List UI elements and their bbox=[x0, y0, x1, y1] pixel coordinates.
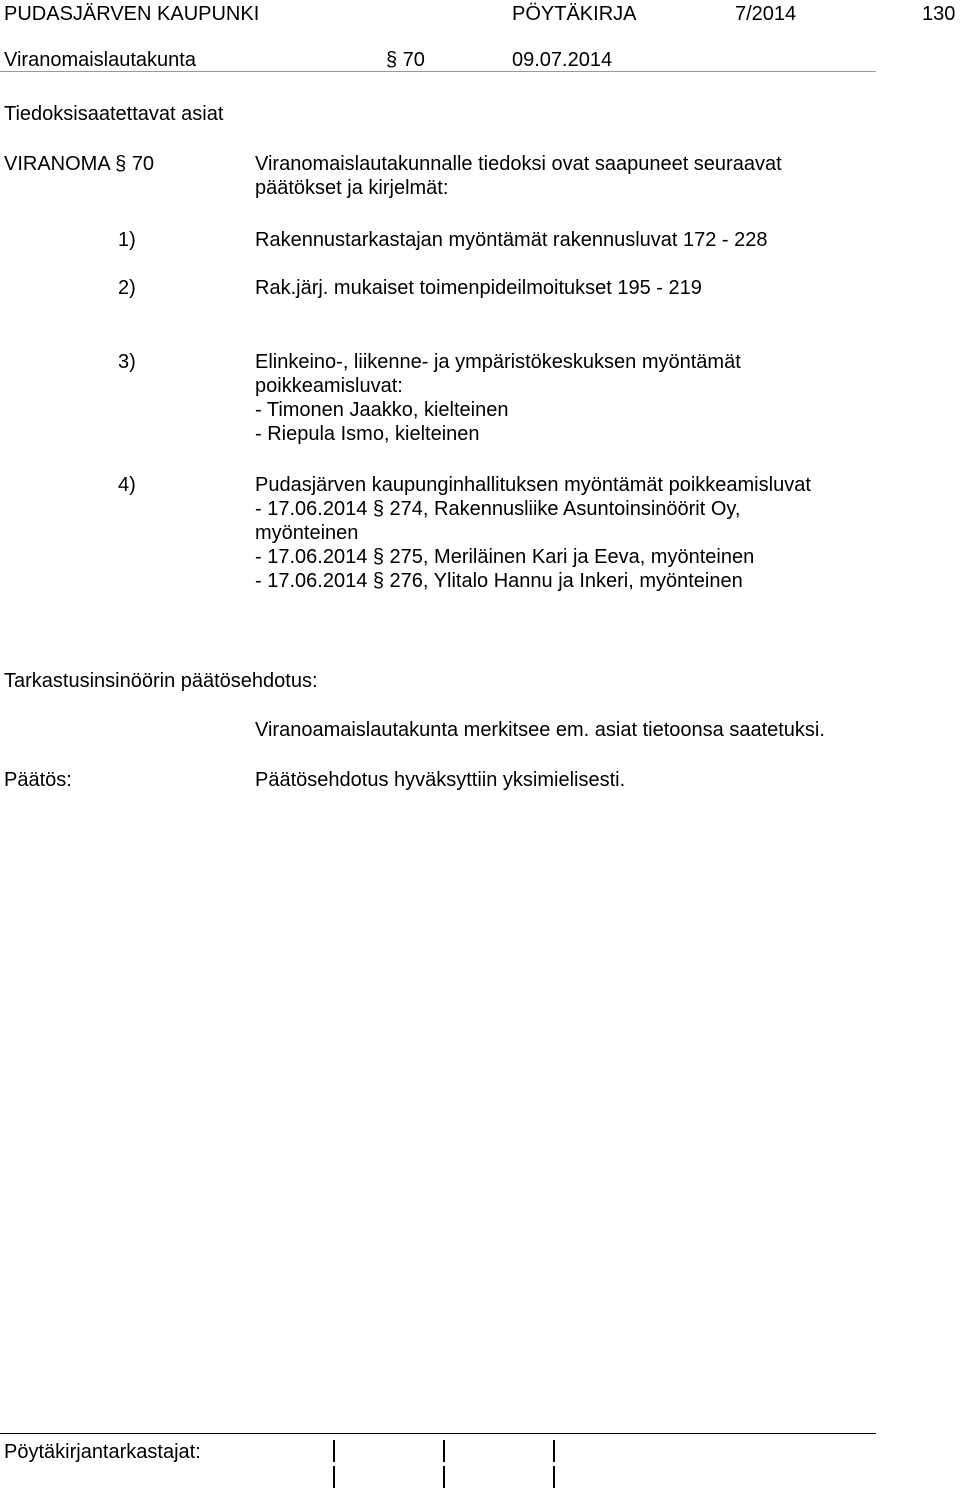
page-title: Tiedoksisaatettavat asiat bbox=[4, 103, 224, 125]
signature-field-divider bbox=[333, 1466, 335, 1488]
item-line: myönteinen bbox=[255, 522, 359, 544]
item-line: - Timonen Jaakko, kielteinen bbox=[255, 399, 509, 421]
item-text bbox=[255, 350, 741, 446]
header-divider bbox=[0, 71, 876, 72]
proposal-text: Viranoamaislautakunta merkitsee em. asiat tietoonsa saatetuksi. bbox=[255, 719, 825, 741]
case-reference: VIRANOMA § 70 bbox=[4, 153, 155, 175]
issue-number: 7/2014 bbox=[735, 3, 797, 25]
decision-label: Päätös: bbox=[4, 769, 72, 791]
signature-field-divider bbox=[443, 1466, 445, 1488]
meeting-date: 09.07.2014 bbox=[512, 49, 613, 71]
item-number: 2) bbox=[118, 277, 136, 299]
item-line: - Riepula Ismo, kielteinen bbox=[255, 423, 480, 445]
item-text bbox=[255, 473, 811, 593]
item-line: - 17.06.2014 § 274, Rakennusliike Asuntoinsinöörit Oy, bbox=[255, 498, 741, 520]
proposal-label: Tarkastusinsinöörin päätösehdotus: bbox=[4, 670, 318, 692]
signature-field-divider bbox=[333, 1440, 335, 1462]
signature-field-divider bbox=[553, 1440, 555, 1462]
case-intro bbox=[255, 152, 782, 200]
footer-divider bbox=[0, 1433, 876, 1434]
item-line: Pudasjärven kaupunginhallituksen myöntämät poikkeamisluvat bbox=[255, 474, 811, 496]
item-line: - 17.06.2014 § 276, Ylitalo Hannu ja Inkeri, myönteinen bbox=[255, 570, 743, 592]
intro-line: päätökset ja kirjelmät: bbox=[255, 177, 449, 199]
reviewers-label: Pöytäkirjantarkastajat: bbox=[4, 1441, 201, 1463]
signature-field-divider bbox=[443, 1440, 445, 1462]
item-number: 1) bbox=[118, 229, 136, 251]
document-type: PÖYTÄKIRJA bbox=[512, 3, 637, 25]
item-number: 4) bbox=[118, 474, 136, 496]
page-number: 130 bbox=[922, 3, 956, 25]
item-text bbox=[255, 276, 702, 300]
item-line: - 17.06.2014 § 275, Meriläinen Kari ja Eeva, myönteinen bbox=[255, 546, 755, 568]
section-reference: § 70 bbox=[386, 49, 425, 71]
item-line: Rak.järj. mukaiset toimenpideilmoitukset 195 - 219 bbox=[255, 277, 702, 299]
item-line: Elinkeino-, liikenne- ja ympäristökeskuksen myöntämät bbox=[255, 351, 741, 373]
item-line: Rakennustarkastajan myöntämät rakennusluvat 172 - 228 bbox=[255, 229, 768, 251]
item-text bbox=[255, 228, 768, 252]
item-number: 3) bbox=[118, 351, 136, 373]
intro-line: Viranomaislautakunnalle tiedoksi ovat saapuneet seuraavat bbox=[255, 153, 782, 175]
board-name: Viranomaislautakunta bbox=[4, 49, 196, 71]
organization-name: PUDASJÄRVEN KAUPUNKI bbox=[4, 3, 260, 25]
decision-text: Päätösehdotus hyväksyttiin yksimielisesti. bbox=[255, 769, 626, 791]
signature-field-divider bbox=[553, 1466, 555, 1488]
item-line: poikkeamisluvat: bbox=[255, 375, 403, 397]
